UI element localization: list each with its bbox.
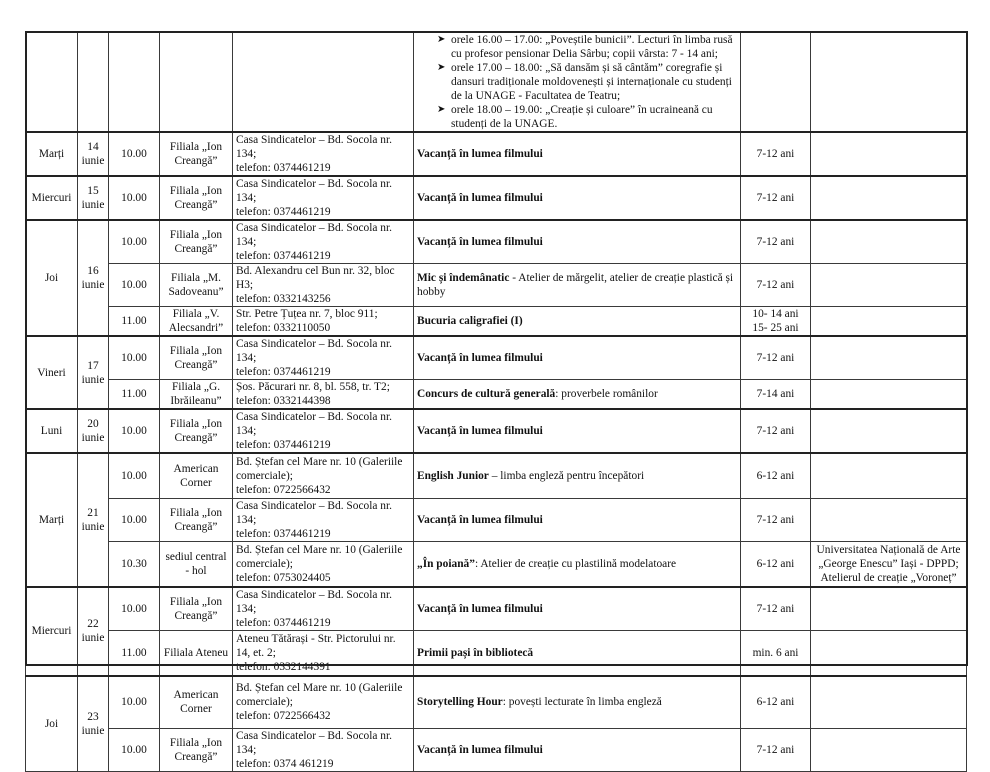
time-cell	[109, 380, 160, 410]
date-number: 16	[87, 265, 99, 277]
branch-name: Filiala „Ion Creangă”	[169, 185, 223, 211]
partner-cell	[811, 220, 967, 264]
date-cell	[78, 220, 109, 336]
address-line: Bd. Ștefan cel Mare nr. 10 (Galeriile comerciale);	[236, 543, 403, 570]
activity-title: English Junior	[417, 469, 489, 482]
date-month: iunie	[81, 373, 105, 386]
branch-cell	[160, 631, 233, 676]
activity-cell	[414, 307, 741, 337]
day-cell	[26, 176, 78, 220]
branch-cell	[160, 409, 233, 453]
activity-cell	[414, 220, 741, 264]
branch-cell	[160, 264, 233, 307]
partner-cell	[811, 409, 967, 453]
branch-cell	[160, 176, 233, 220]
age-cell	[741, 336, 811, 380]
date-number: 15	[87, 185, 99, 197]
age-range: 7-12 ani	[756, 513, 795, 526]
schedule-row	[26, 409, 967, 453]
activity-cell	[414, 264, 741, 307]
day-name: Joi	[44, 717, 59, 730]
activity-title: Vacanță în lumea filmului	[417, 148, 543, 160]
address-cell	[233, 307, 414, 337]
date-number: 20	[87, 418, 99, 430]
address-line: telefon: 0374 461219	[236, 758, 334, 770]
age-range: 6-12 ani	[756, 696, 795, 709]
address-line: telefon: 0374461219	[236, 162, 331, 174]
activity-description: – limba engleză pentru începători	[488, 469, 645, 482]
date-number: 23	[87, 710, 99, 723]
address-line: Casa Sindicatelor – Bd. Socola nr. 134;	[236, 178, 392, 204]
age-range: min. 6 ani	[752, 646, 799, 659]
time-value: 10.00	[121, 469, 147, 482]
time-cell	[109, 336, 160, 380]
schedule-table	[25, 31, 967, 772]
day-cell	[26, 409, 78, 453]
time-cell	[109, 264, 160, 307]
age-cell	[741, 587, 811, 631]
schedule-row	[26, 380, 967, 410]
age-cell	[741, 132, 811, 176]
time-value: 10.30	[121, 557, 147, 570]
branch-cell	[160, 336, 233, 380]
date-month: iunie	[81, 432, 105, 444]
branch-cell	[160, 676, 233, 729]
address-line: Bd. Ștefan cel Mare nr. 10 (Galeriile comerciale);	[236, 682, 403, 709]
branch-cell	[160, 32, 233, 133]
address-line: telefon: 0374461219	[236, 527, 331, 540]
day-cell	[26, 587, 78, 676]
address-cell	[233, 380, 414, 410]
address-line: Casa Sindicatelor – Bd. Socola nr. 134;	[236, 730, 392, 756]
address-cell	[233, 336, 414, 380]
schedule-row	[26, 541, 967, 587]
time-value: 10.00	[121, 425, 147, 437]
branch-cell	[160, 220, 233, 264]
time-cell	[109, 631, 160, 676]
time-cell	[109, 541, 160, 587]
activity-title: Vacanță în lumea filmului	[417, 513, 543, 526]
address-cell	[233, 498, 414, 541]
time-cell	[109, 729, 160, 772]
address-cell	[233, 631, 414, 676]
date-cell	[78, 336, 109, 409]
bullet-item: ➤ orele 16.00 – 17.00: „Poveștile bunicii”. Lecturi în limba rusă cu profesor pensionar Delia Sârbu; copii vârsta: 7 - 14 ani;	[437, 34, 733, 60]
address-line: telefon: 0722566432	[236, 483, 331, 496]
day-name: Miercuri	[31, 192, 72, 204]
day-cell	[26, 453, 78, 587]
address-line: Ateneu Tătărași - Str. Pictorului nr. 14, et. 2;	[236, 632, 396, 659]
address-line: Casa Sindicatelor – Bd. Socola nr. 134;	[236, 589, 392, 615]
arrowhead-right-icon: ➤	[437, 104, 446, 115]
age-cell	[741, 541, 811, 587]
activity-description: : proverbele românilor	[555, 388, 658, 400]
activity-cell	[414, 132, 741, 176]
address-line: Șos. Păcurari nr. 8, bl. 558, tr. T2;	[236, 381, 390, 393]
time-value: 10.00	[121, 744, 147, 756]
age-range: 15- 25 ani	[752, 322, 799, 334]
day-name: Vineri	[37, 366, 66, 379]
address-line: Casa Sindicatelor – Bd. Socola nr. 134;	[236, 134, 392, 160]
date-number: 22	[87, 618, 99, 631]
time-cell	[109, 176, 160, 220]
address-line: Bd. Alexandru cel Bun nr. 32, bloc H3;	[236, 265, 395, 291]
activity-cell	[414, 676, 741, 729]
day-cell	[26, 676, 78, 772]
address-cell	[233, 220, 414, 264]
activity-title: Vacanță în lumea filmului	[417, 603, 543, 615]
age-cell	[741, 32, 811, 133]
activity-title: Mic și îndemânatic	[417, 272, 510, 284]
day-cell	[26, 32, 78, 133]
branch-name: Filiala „Ion Creangă”	[169, 596, 223, 622]
address-line: telefon: 0332110050	[236, 322, 331, 334]
activity-cell	[414, 32, 741, 133]
branch-name: American Corner	[173, 689, 219, 716]
time-value: 11.00	[121, 315, 147, 327]
address-cell	[233, 264, 414, 307]
partner-cell	[811, 132, 967, 176]
branch-name: Filiala „Ion Creangă”	[169, 737, 223, 763]
date-number: 17	[87, 359, 99, 372]
time-value: 10.00	[121, 148, 147, 160]
address-cell	[233, 676, 414, 729]
branch-cell	[160, 587, 233, 631]
address-line: Str. Petre Țuțea nr. 7, bloc 911;	[236, 308, 378, 320]
continuation-row	[26, 32, 967, 133]
activity-cell	[414, 587, 741, 631]
bullet-item: ➤ orele 17.00 – 18.00: „Să dansăm și să cântăm” coregrafie și dansuri tradiționale moldovenești și internaționale cu studenți de la UNAGE - Facultatea de Teatru;	[437, 62, 732, 102]
time-value: 10.00	[121, 352, 147, 364]
date-cell	[78, 676, 109, 772]
bullet-item: ➤ orele 18.00 – 19.00: „Creație și culoare” în ucraineană cu studenți de la UNAGE.	[437, 104, 713, 130]
partner-cell	[811, 631, 967, 676]
address-cell	[233, 176, 414, 220]
address-line: telefon: 0332144398	[236, 395, 331, 407]
activity-title: Storytelling Hour	[417, 696, 503, 709]
branch-name: Filiala „M. Sadoveanu”	[168, 272, 224, 298]
activity-cell	[414, 176, 741, 220]
time-value: 10.00	[121, 513, 147, 526]
branch-name: American Corner	[173, 462, 219, 489]
schedule-row	[26, 453, 967, 498]
address-line: telefon: 0332143256	[236, 293, 331, 305]
age-range: 7-12 ani	[756, 192, 795, 204]
branch-cell	[160, 380, 233, 410]
age-range: 7-12 ani	[756, 148, 795, 160]
time-value: 10.00	[121, 603, 147, 615]
schedule-row	[26, 264, 967, 307]
activity-cell	[414, 498, 741, 541]
date-month: iunie	[81, 199, 105, 211]
branch-name: Filiala „Ion Creangă”	[169, 418, 223, 444]
date-month: iunie	[81, 724, 105, 737]
day-name: Marți	[38, 514, 65, 526]
address-line: telefon: 0753024405	[236, 571, 331, 584]
address-line: Casa Sindicatelor – Bd. Socola nr. 134;	[236, 222, 392, 248]
partner-cell	[811, 587, 967, 631]
address-line: Casa Sindicatelor – Bd. Socola nr. 134;	[236, 338, 392, 364]
activity-description: : povești lecturate în limba engleză	[502, 696, 662, 709]
address-cell	[233, 409, 414, 453]
time-value: 10.00	[121, 696, 147, 709]
partner-cell	[811, 453, 967, 498]
age-range: 10- 14 ani	[752, 308, 799, 320]
activity-title: Concurs de cultură generală	[417, 388, 556, 400]
age-range: 7-12 ani	[756, 603, 795, 615]
address-line: telefon: 0332144391	[236, 660, 331, 673]
address-line: telefon: 0374461219	[236, 250, 331, 262]
activity-title: Vacanță în lumea filmului	[417, 744, 543, 756]
time-value: 11.00	[121, 388, 147, 400]
branch-cell	[160, 453, 233, 498]
schedule-row	[26, 587, 967, 631]
branch-cell	[160, 307, 233, 337]
date-cell	[78, 453, 109, 587]
partner-cell	[811, 336, 967, 380]
activity-title: Vacanță în lumea filmului	[417, 236, 543, 248]
day-cell	[26, 220, 78, 336]
activity-title: „În poiană”	[417, 557, 475, 570]
address-line: Bd. Ștefan cel Mare nr. 10 (Galeriile comerciale);	[236, 455, 403, 482]
activity-bullet-list	[417, 33, 737, 131]
branch-name: Filiala „Ion Creangă”	[169, 506, 223, 533]
age-cell	[741, 307, 811, 337]
time-cell	[109, 676, 160, 729]
date-cell	[78, 32, 109, 133]
age-cell	[741, 176, 811, 220]
address-line: telefon: 0374461219	[236, 206, 331, 218]
time-cell	[109, 409, 160, 453]
age-cell	[741, 453, 811, 498]
partner-cell	[811, 176, 967, 220]
branch-cell	[160, 541, 233, 587]
activity-title: Vacanță în lumea filmului	[417, 352, 543, 364]
age-range: 7-14 ani	[756, 388, 795, 400]
address-cell	[233, 541, 414, 587]
day-cell	[26, 336, 78, 409]
day-name: Luni	[40, 425, 63, 437]
date-month: iunie	[81, 155, 105, 167]
address-line: Casa Sindicatelor – Bd. Socola nr. 134;	[236, 411, 392, 437]
activity-cell	[414, 541, 741, 587]
age-cell	[741, 220, 811, 264]
branch-name: Filiala „G. Ibrăileanu”	[170, 381, 222, 407]
partner-cell	[811, 676, 967, 729]
date-month: iunie	[81, 279, 105, 291]
age-cell	[741, 409, 811, 453]
branch-name: Filiala „Ion Creangă”	[169, 141, 223, 167]
branch-name: sediul central - hol	[165, 550, 227, 577]
partner-line: Atelierul de creație „Voroneț”	[820, 571, 957, 584]
activity-cell	[414, 336, 741, 380]
date-cell	[78, 176, 109, 220]
time-cell	[109, 587, 160, 631]
age-cell	[741, 498, 811, 541]
day-name: Marți	[38, 148, 65, 160]
branch-name: Filiala „V. Alecsandri”	[168, 308, 224, 334]
partner-line: Universitatea Națională de Arte „George Enescu” Iași - DPPD;	[816, 543, 961, 570]
age-cell	[741, 729, 811, 772]
address-line: telefon: 0374461219	[236, 617, 331, 629]
time-value: 10.00	[121, 192, 147, 204]
arrowhead-right-icon: ➤	[437, 34, 446, 45]
schedule-row	[26, 220, 967, 264]
schedule-row	[26, 498, 967, 541]
schedule-row	[26, 631, 967, 676]
partner-cell	[811, 498, 967, 541]
date-number: 14	[87, 141, 99, 153]
age-range: 7-12 ani	[756, 236, 795, 248]
age-cell	[741, 264, 811, 307]
time-cell	[109, 132, 160, 176]
branch-cell	[160, 132, 233, 176]
age-range: 7-12 ani	[756, 352, 795, 364]
activity-title: Vacanță în lumea filmului	[417, 425, 543, 437]
time-cell	[109, 32, 160, 133]
activity-title: Primii pași în bibliotecă	[417, 646, 534, 659]
activity-title: Vacanță în lumea filmului	[417, 192, 543, 204]
activity-cell	[414, 380, 741, 410]
activity-cell	[414, 409, 741, 453]
age-range: 7-12 ani	[756, 279, 795, 291]
address-line: Casa Sindicatelor – Bd. Socola nr. 134;	[236, 499, 392, 526]
time-cell	[109, 307, 160, 337]
day-cell	[26, 132, 78, 176]
time-value: 10.00	[121, 279, 147, 291]
age-cell	[741, 631, 811, 676]
partner-cell	[811, 307, 967, 337]
time-cell	[109, 220, 160, 264]
date-month: iunie	[81, 632, 105, 645]
schedule-row	[26, 176, 967, 220]
day-name: Joi	[44, 272, 59, 284]
address-cell	[233, 132, 414, 176]
partner-cell	[811, 32, 967, 133]
activity-title: Bucuria caligrafiei (I)	[417, 315, 523, 327]
partner-cell	[811, 541, 967, 587]
activity-description: - Atelier de mărgelit, atelier de creație plastică și hobby	[417, 272, 734, 298]
branch-name: Filiala Ateneu	[163, 646, 229, 659]
date-cell	[78, 132, 109, 176]
partner-cell	[811, 729, 967, 772]
date-number: 21	[87, 507, 99, 519]
activity-cell	[414, 453, 741, 498]
address-line: telefon: 0374461219	[236, 366, 331, 378]
activity-cell	[414, 631, 741, 676]
partner-cell	[811, 380, 967, 410]
branch-cell	[160, 729, 233, 772]
activity-cell	[414, 729, 741, 772]
partner-cell	[811, 264, 967, 307]
address-cell	[233, 587, 414, 631]
time-cell	[109, 453, 160, 498]
date-month: iunie	[81, 521, 105, 533]
age-range: 7-12 ani	[756, 744, 795, 756]
age-cell	[741, 380, 811, 410]
address-line: telefon: 0722566432	[236, 710, 331, 723]
schedule-row	[26, 307, 967, 337]
date-cell	[78, 409, 109, 453]
address-cell	[233, 32, 414, 133]
activity-description: : Atelier de creație cu plastilină modelatoare	[474, 557, 677, 570]
day-name: Miercuri	[31, 625, 72, 638]
schedule-row	[26, 676, 967, 729]
schedule-row	[26, 336, 967, 380]
time-value: 11.00	[121, 646, 147, 659]
address-line: telefon: 0374461219	[236, 439, 331, 451]
branch-cell	[160, 498, 233, 541]
schedule-row	[26, 132, 967, 176]
date-cell	[78, 587, 109, 676]
address-cell	[233, 729, 414, 772]
address-cell	[233, 453, 414, 498]
branch-name: Filiala „Ion Creangă”	[169, 229, 223, 255]
age-cell	[741, 676, 811, 729]
time-value: 10.00	[121, 236, 147, 248]
age-range: 6-12 ani	[756, 557, 795, 570]
age-range: 6-12 ani	[756, 469, 795, 482]
time-cell	[109, 498, 160, 541]
arrowhead-right-icon: ➤	[437, 62, 446, 73]
branch-name: Filiala „Ion Creangă”	[169, 345, 223, 371]
schedule-row	[26, 729, 967, 772]
age-range: 7-12 ani	[756, 425, 795, 437]
